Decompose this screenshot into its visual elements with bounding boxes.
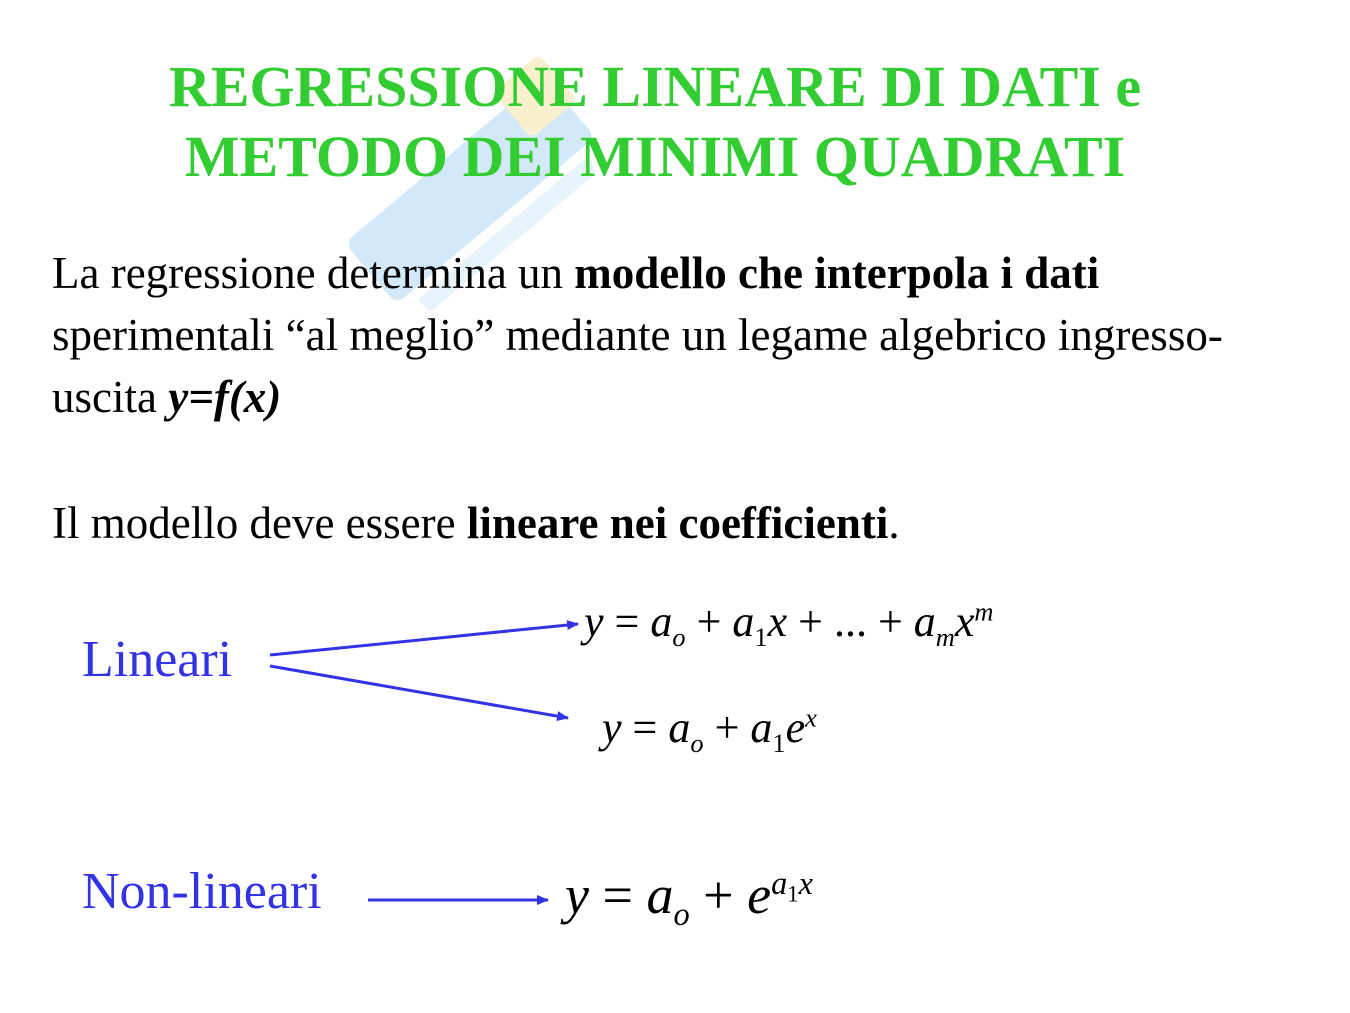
slide-title	[0, 52, 1310, 192]
label-lineari: Lineari	[82, 631, 233, 688]
regression-description	[52, 242, 1312, 428]
description-bold: modello che interpola i dati	[574, 248, 1100, 298]
label-nonlineari: Non-lineari	[82, 863, 322, 920]
arrow-to-polynomial	[270, 624, 578, 655]
title-line-1: REGRESSIONE LINEARE DI DATI e	[168, 54, 1142, 119]
polynomial-equation: $y = a_o + a_1x$ + ... + $a_mx^m$	[584, 596, 994, 652]
nonlinear-equation: $y = a_o + e^{a_1x}$	[565, 865, 814, 933]
function-notation: y=f(x)	[168, 372, 282, 422]
arrow-to-exponential	[270, 666, 568, 718]
requirement-text-a: Il modello deve essere	[52, 498, 467, 548]
requirement-text-b: .	[888, 498, 900, 548]
model-requirement	[52, 492, 1312, 554]
title-line-2: METODO DEI MINIMI QUADRATI	[184, 124, 1126, 189]
exponential-linear-equation: $y = a_o + a_1e^x$	[602, 702, 817, 758]
description-text-a: La regressione determina un	[52, 248, 575, 298]
description-text-b: sperimentali “al meglio” mediante un legame algebrico ingresso-uscita	[52, 310, 1223, 422]
requirement-bold: lineare nei coefficienti	[466, 498, 889, 548]
